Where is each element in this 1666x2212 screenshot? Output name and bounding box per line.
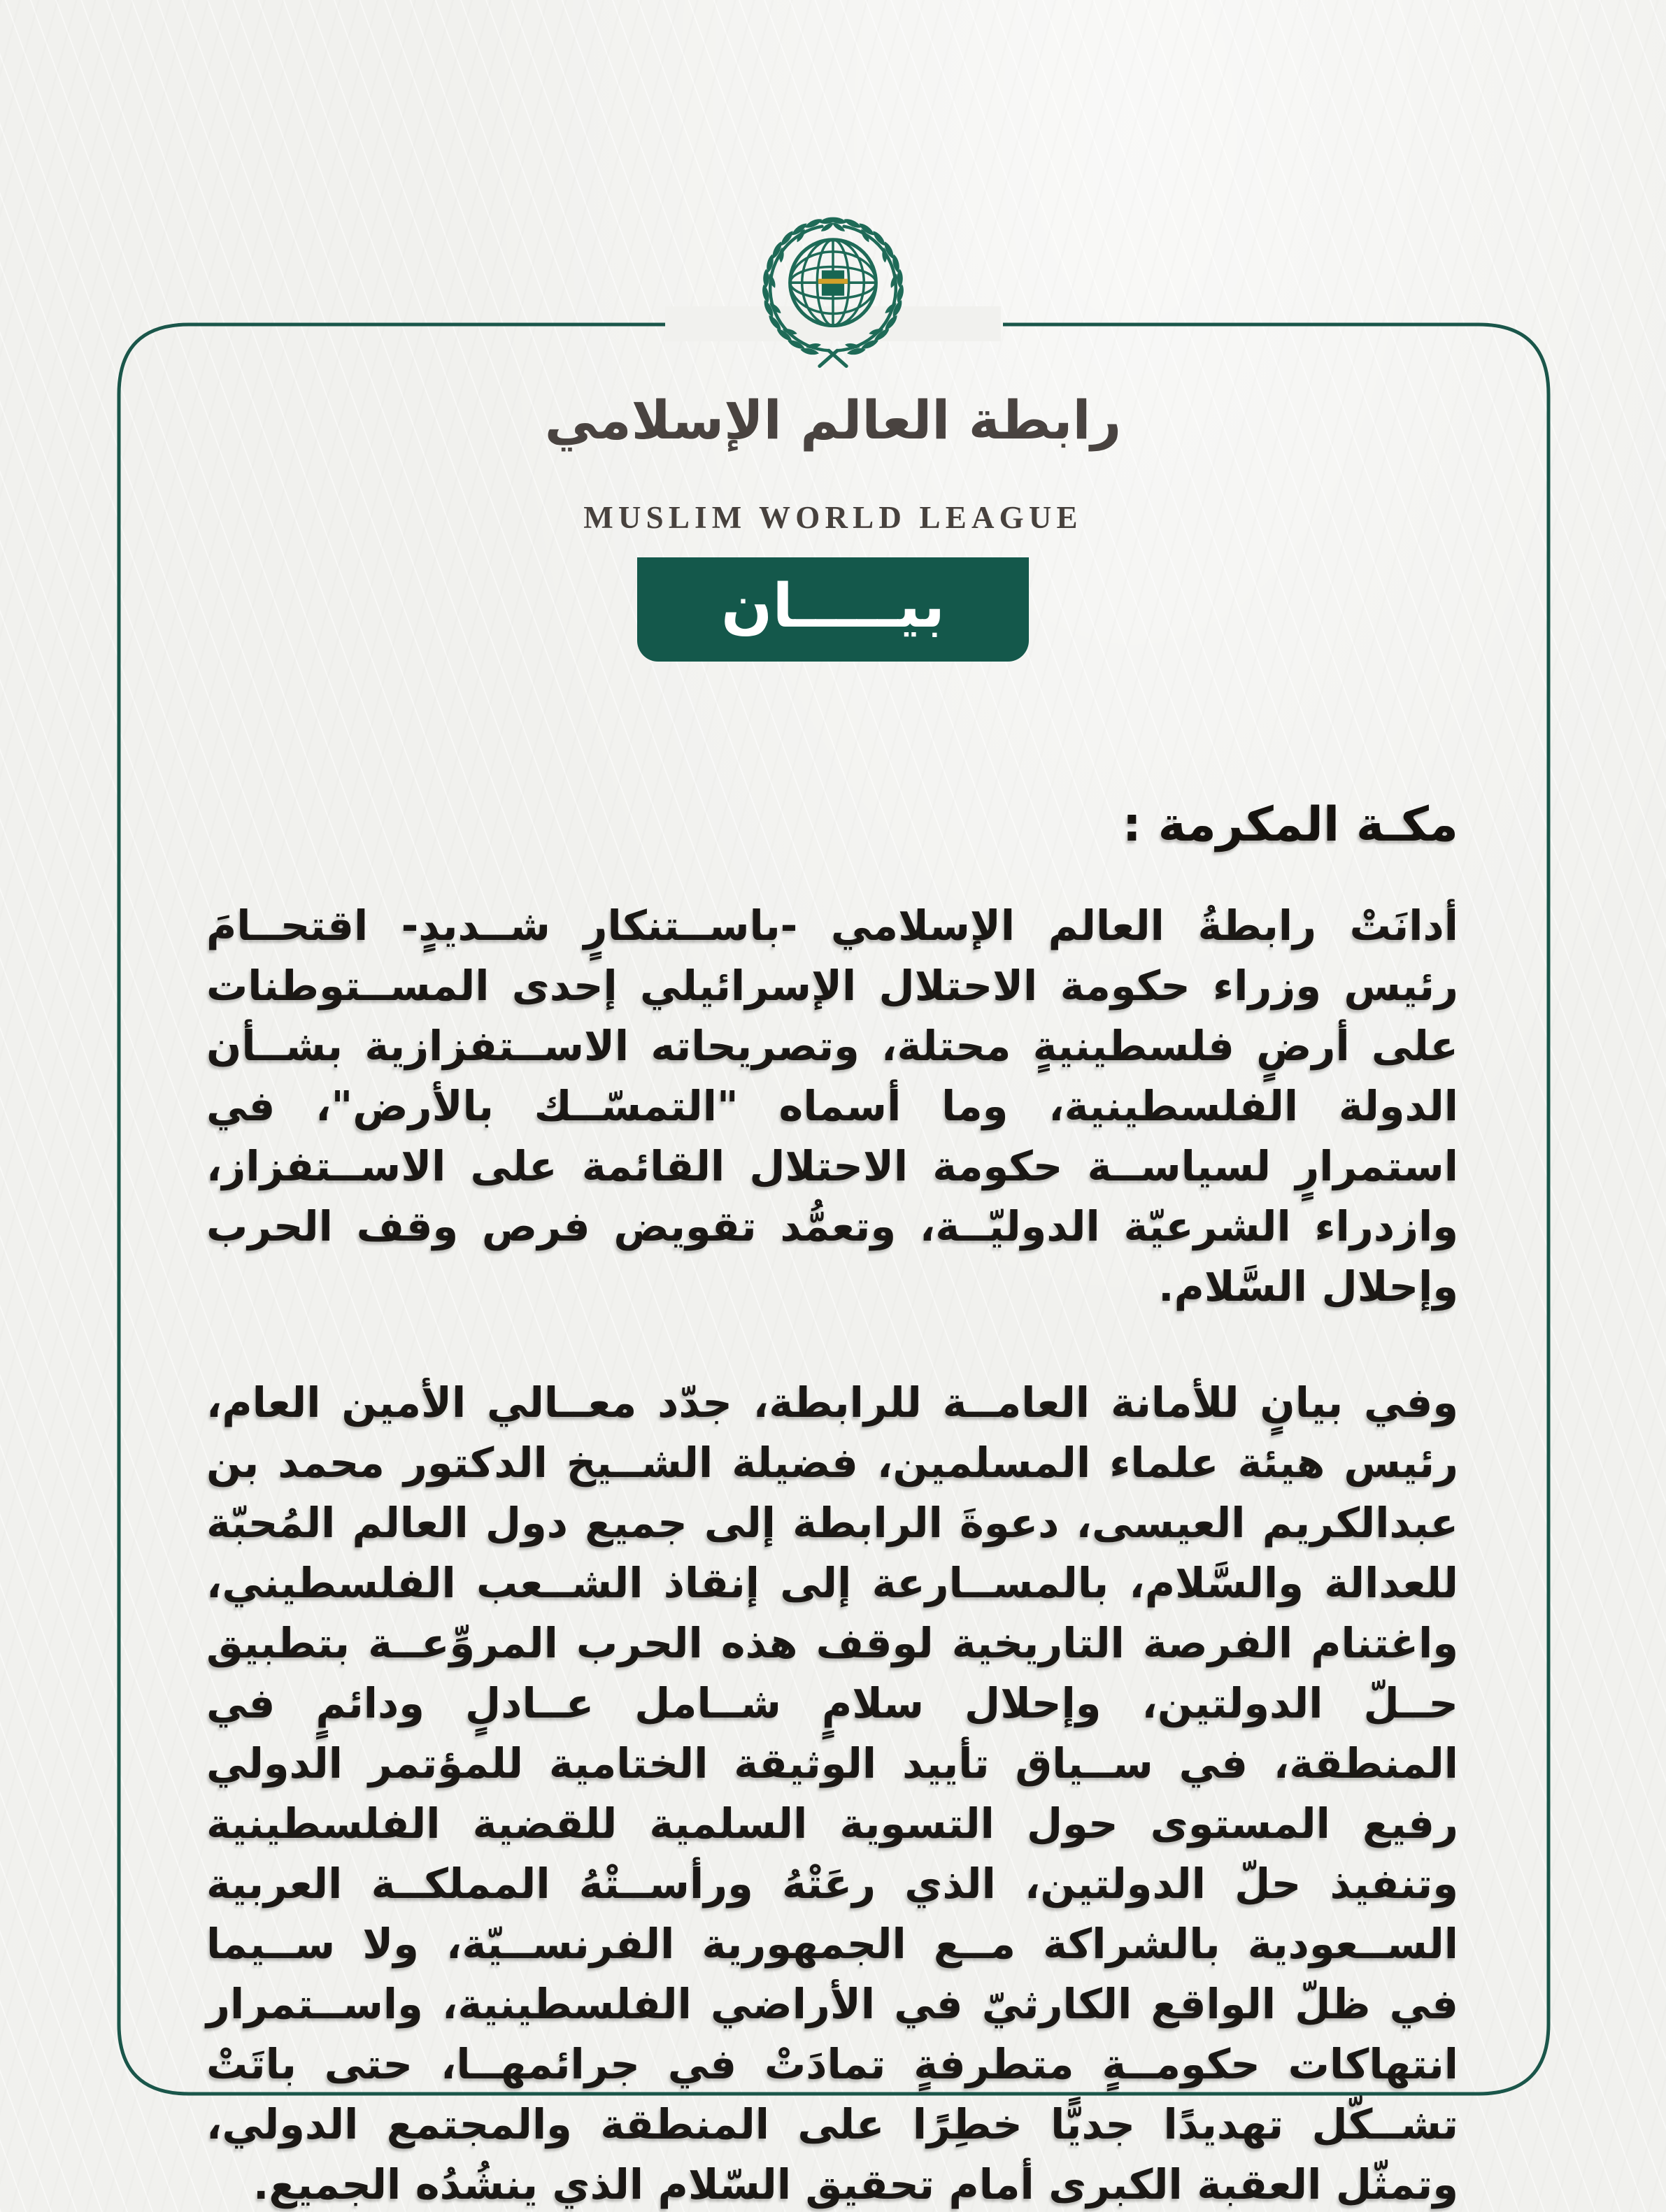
banner-label: بيـــــان: [720, 571, 946, 641]
statement-paragraph: أدانَتْ رابطةُ العالم الإسلامي -باســتنكارٍ شــديدٍ- اقتحــامَ رئيس وزراء حكومة الاحتلال الإسرائيلي إحدى المســتوطنات على أرضٍ فلسطينيةٍ محتلة، وتصريحاته الاســتفزازية بشــأن الدولة الفلسطينية، وما أسماه "التمسّــك بالأرض"، في استمرارٍ لسياســة حكومة الاحتلال القائمة على الاســتفزاز، وازدراء الشرعيّة الدوليّــة، وتعمُّد تقويض فرص وقف الحرب وإحلال السَّلام.: [206, 901, 1458, 1311]
statement-paragraph: وفي بيانٍ للأمانة العامــة للرابطة، جدّد معــالي الأمين العام، رئيس هيئة علماء المسلمين، فضيلة الشــيخ الدكتور محمد بن عبدالكريم العيسى، دعوةَ الرابطة إلى جميع دول العالم المُحبّة للعدالة والسَّلام، بالمســارعة إلى إنقاذ الشــعب الفلسطيني، واغتنام الفرصة التاريخية لوقف هذه الحرب المروِّعــة بتطبيق حــلّ الدولتين، وإحلال سلامٍ شــامل عــادلٍ ودائمٍ في المنطقة، في ســياق تأييد الوثيقة الختامية للمؤتمر الدولي رفيع المستوى حول التسوية السلمية للقضية الفلسطينية وتنفيذ حلّ الدولتين، الذي رعَتْهُ ورأســتْهُ المملكــة العربية الســعودية بالشراكة مــع الجمهورية الفرنســيّة، ولا ســيما في ظلّ الواقع الكارثيّ في الأراضي الفلسطينية، واســتمرار انتهاكات حكومــةٍ متطرفةٍ تمادَتْ في جرائمهــا، حتى باتَتْ تشــكّل تهديدًا جديًّا خطِرًا على المنطقة والمجتمع الدولي، وتمثّل العقبة الكبرى أمام تحقيق السّلام الذي ينشُدُه الجميع.: [206, 1378, 1458, 2209]
arabic-logotype: رابطة العالم الإسلامي: [544, 389, 1122, 451]
statement-body: [206, 797, 1458, 2212]
english-org-name: MUSLIM WORLD LEAGUE: [583, 500, 1083, 535]
mwl-emblem-icon: [745, 207, 921, 371]
city-heading: مكـة المكرمة :: [1122, 797, 1458, 852]
statement-banner: [637, 557, 1029, 662]
kaaba-icon: [818, 271, 848, 296]
